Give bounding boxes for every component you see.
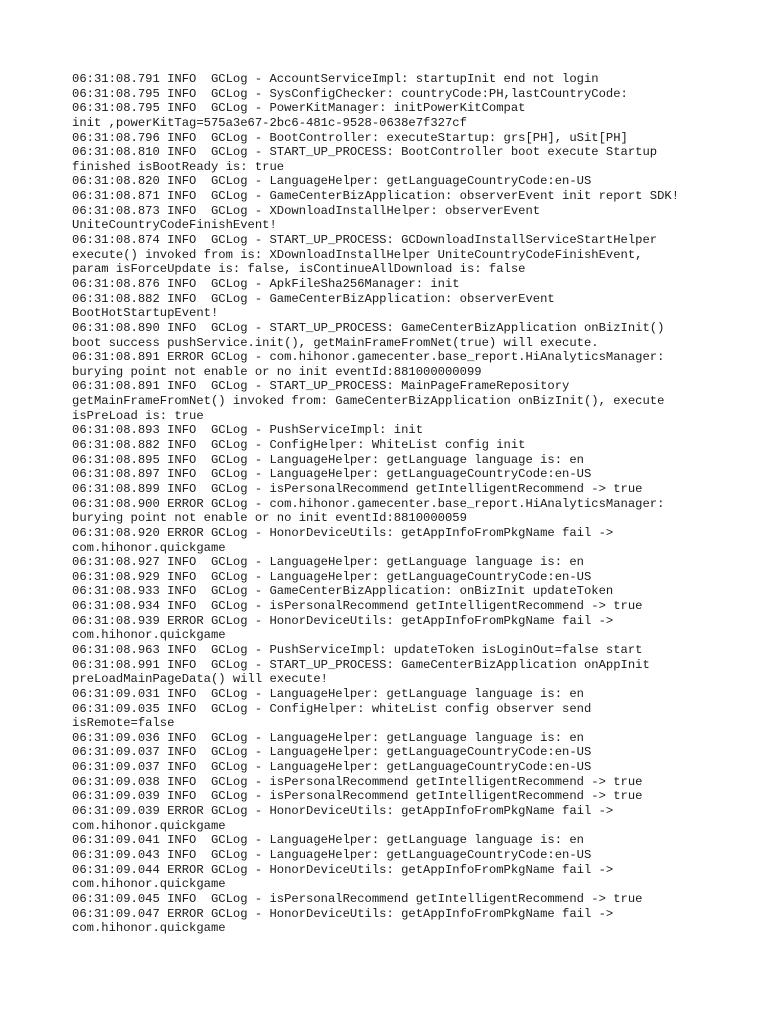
log-line: 06:31:09.036 INFO GCLog - LanguageHelper: getLanguage language is: en <box>72 730 584 745</box>
log-line: 06:31:08.963 INFO GCLog - PushServiceImpl: updateToken isLoginOut=false start <box>72 642 643 657</box>
log-line: com.hihonor.quickgame <box>72 921 226 936</box>
log-line: UniteCountryCodeFinishEvent! <box>72 218 277 233</box>
log-line: 06:31:09.045 INFO GCLog - isPersonalRecommend getIntelligentRecommend -> true <box>72 891 643 906</box>
log-line: 06:31:08.876 INFO GCLog - ApkFileSha256Manager: init <box>72 276 460 291</box>
log-line: 06:31:08.796 INFO GCLog - BootController: executeStartup: grs[PH], uSit[PH] <box>72 130 628 145</box>
log-line: 06:31:08.810 INFO GCLog - START_UP_PROCESS: BootController boot execute Startup <box>72 145 658 160</box>
log-line: 06:31:08.891 INFO GCLog - START_UP_PROCESS: MainPageFrameRepository <box>72 379 570 394</box>
log-line: 06:31:09.043 INFO GCLog - LanguageHelper: getLanguageCountryCode:en-US <box>72 847 592 862</box>
log-text-block <box>72 72 702 936</box>
log-line: 06:31:08.934 INFO GCLog - isPersonalRecommend getIntelligentRecommend -> true <box>72 599 643 614</box>
log-line: 06:31:08.891 ERROR GCLog - com.hihonor.gamecenter.base_report.HiAnalyticsManager: <box>72 350 665 365</box>
log-line: isRemote=false <box>72 716 175 731</box>
log-line: 06:31:08.897 INFO GCLog - LanguageHelper: getLanguageCountryCode:en-US <box>72 467 592 482</box>
log-line: com.hihonor.quickgame <box>72 540 226 555</box>
log-line: burying point not enable or no init eventId:881000000099 <box>72 364 482 379</box>
log-line: 06:31:08.874 INFO GCLog - START_UP_PROCESS: GCDownloadInstallServiceStartHelper <box>72 233 658 248</box>
log-line: 06:31:09.047 ERROR GCLog - HonorDeviceUtils: getAppInfoFromPkgName fail -> <box>72 906 614 921</box>
log-line: finished isBootReady is: true <box>72 159 285 174</box>
log-line: getMainFrameFromNet() invoked from: GameCenterBizApplication onBizInit(), execute <box>72 394 665 409</box>
log-line: 06:31:08.895 INFO GCLog - LanguageHelper: getLanguage language is: en <box>72 452 584 467</box>
log-line: burying point not enable or no init eventId:8810000059 <box>72 511 467 526</box>
log-line: 06:31:09.037 INFO GCLog - LanguageHelper: getLanguageCountryCode:en-US <box>72 745 592 760</box>
log-line: 06:31:09.041 INFO GCLog - LanguageHelper: getLanguage language is: en <box>72 833 584 848</box>
log-line: 06:31:08.929 INFO GCLog - LanguageHelper: getLanguageCountryCode:en-US <box>72 569 592 584</box>
log-line: 06:31:08.920 ERROR GCLog - HonorDeviceUtils: getAppInfoFromPkgName fail -> <box>72 525 614 540</box>
log-line: 06:31:08.893 INFO GCLog - PushServiceImpl: init <box>72 423 424 438</box>
log-line: execute() invoked from is: XDownloadInstallHelper UniteCountryCodeFinishEvent, <box>72 247 643 262</box>
log-line: com.hihonor.quickgame <box>72 818 226 833</box>
log-line: 06:31:08.991 INFO GCLog - START_UP_PROCESS: GameCenterBizApplication onAppInit <box>72 657 650 672</box>
log-line: 06:31:09.039 ERROR GCLog - HonorDeviceUtils: getAppInfoFromPkgName fail -> <box>72 804 614 819</box>
log-line: 06:31:09.037 INFO GCLog - LanguageHelper: getLanguageCountryCode:en-US <box>72 760 592 775</box>
log-line: 06:31:08.795 INFO GCLog - PowerKitManager: initPowerKitCompat <box>72 101 526 116</box>
log-line: isPreLoad is: true <box>72 408 204 423</box>
log-line: 06:31:08.882 INFO GCLog - GameCenterBizApplication: observerEvent <box>72 291 555 306</box>
log-line: 06:31:09.038 INFO GCLog - isPersonalRecommend getIntelligentRecommend -> true <box>72 774 643 789</box>
log-line: 06:31:08.890 INFO GCLog - START_UP_PROCESS: GameCenterBizApplication onBizInit() <box>72 320 665 335</box>
log-line: BootHotStartupEvent! <box>72 306 219 321</box>
log-line: 06:31:09.031 INFO GCLog - LanguageHelper: getLanguage language is: en <box>72 686 584 701</box>
log-line: com.hihonor.quickgame <box>72 628 226 643</box>
log-line: 06:31:08.900 ERROR GCLog - com.hihonor.gamecenter.base_report.HiAnalyticsManager: <box>72 496 665 511</box>
log-line: 06:31:09.039 INFO GCLog - isPersonalRecommend getIntelligentRecommend -> true <box>72 789 643 804</box>
log-line: init ,powerKitTag=575a3e67-2bc6-481c-9528-0638e7f327cf <box>72 115 467 130</box>
log-line: 06:31:08.795 INFO GCLog - SysConfigChecker: countryCode:PH,lastCountryCode: <box>72 86 628 101</box>
log-line: 06:31:08.873 INFO GCLog - XDownloadInstallHelper: observerEvent <box>72 203 541 218</box>
log-line: 06:31:08.882 INFO GCLog - ConfigHelper: WhiteList config init <box>72 438 526 453</box>
log-line: 06:31:08.933 INFO GCLog - GameCenterBizApplication: onBizInit updateToken <box>72 584 614 599</box>
log-line: 06:31:08.871 INFO GCLog - GameCenterBizApplication: observerEvent init report SDK! <box>72 189 680 204</box>
log-line: 06:31:08.820 INFO GCLog - LanguageHelper: getLanguageCountryCode:en-US <box>72 174 592 189</box>
log-line: 06:31:09.035 INFO GCLog - ConfigHelper: whiteList config observer send <box>72 701 592 716</box>
log-line: param isForceUpdate is: false, isContinueAllDownload is: false <box>72 262 526 277</box>
log-line: preLoadMainPageData() will execute! <box>72 672 328 687</box>
log-line: 06:31:08.899 INFO GCLog - isPersonalRecommend getIntelligentRecommend -> true <box>72 481 643 496</box>
log-line: boot success pushService.init(), getMainFrameFromNet(true) will execute. <box>72 335 599 350</box>
log-line: 06:31:08.791 INFO GCLog - AccountServiceImpl: startupInit end not login <box>72 72 599 86</box>
log-line: com.hihonor.quickgame <box>72 877 226 892</box>
log-line: 06:31:08.939 ERROR GCLog - HonorDeviceUtils: getAppInfoFromPkgName fail -> <box>72 613 614 628</box>
log-line: 06:31:09.044 ERROR GCLog - HonorDeviceUtils: getAppInfoFromPkgName fail -> <box>72 862 614 877</box>
log-line: 06:31:08.927 INFO GCLog - LanguageHelper: getLanguage language is: en <box>72 555 584 570</box>
